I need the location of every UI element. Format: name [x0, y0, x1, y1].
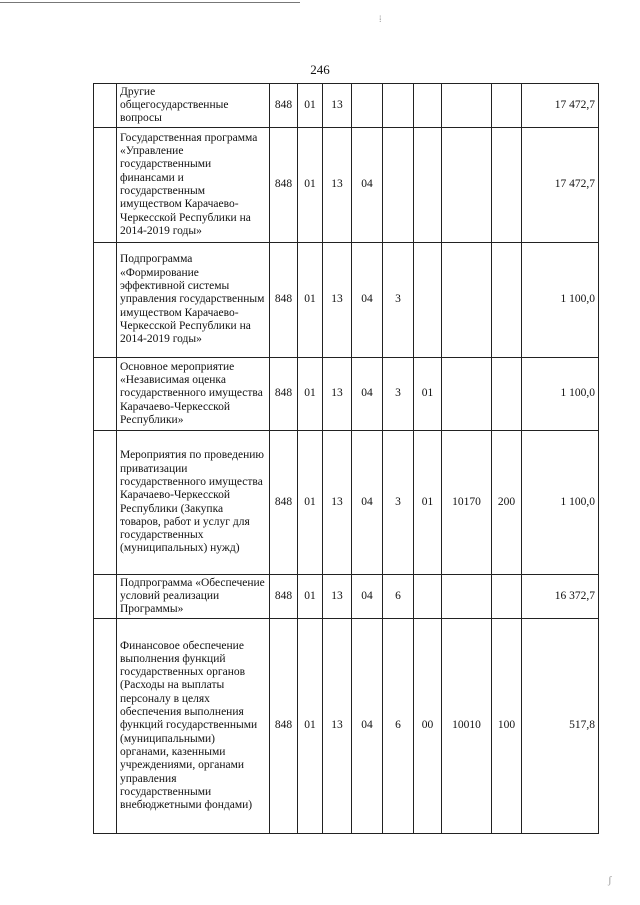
subsection-code: 13	[323, 575, 352, 619]
table-row	[94, 128, 599, 243]
program-code: 04	[352, 431, 383, 575]
ministry-code: 848	[270, 243, 298, 358]
program-code: 04	[352, 358, 383, 431]
ministry-code: 848	[270, 575, 298, 619]
ministry-code: 848	[270, 84, 298, 128]
blank-cell	[94, 575, 117, 619]
direction-code	[442, 575, 492, 619]
direction-code	[442, 128, 492, 243]
item-name: Подпрограмма «Формирование эффективной системы управления государственным имуществом Карачаево-Черкесской Республики на 2014-2019 годы»	[117, 243, 270, 358]
expense-type-code: 200	[492, 431, 522, 575]
expense-type-code	[492, 358, 522, 431]
amount: 1 100,0	[522, 243, 599, 358]
subsection-code: 13	[323, 619, 352, 834]
subsection-code: 13	[323, 431, 352, 575]
direction-code: 10170	[442, 431, 492, 575]
scan-border-line	[0, 2, 300, 3]
table-row	[94, 575, 599, 619]
table-row	[94, 84, 599, 128]
amount: 17 472,7	[522, 128, 599, 243]
program-code: 04	[352, 128, 383, 243]
section-code: 01	[298, 575, 323, 619]
ministry-code: 848	[270, 358, 298, 431]
amount: 1 100,0	[522, 431, 599, 575]
expense-type-code: 100	[492, 619, 522, 834]
item-name: Основное мероприятие «Независимая оценка государственного имущества Карачаево-Черкесской Республики»	[117, 358, 270, 431]
blank-cell	[94, 84, 117, 128]
blank-cell	[94, 358, 117, 431]
direction-code	[442, 84, 492, 128]
subprogram-code: 6	[383, 575, 414, 619]
event-code	[414, 128, 442, 243]
expense-type-code	[492, 243, 522, 358]
scan-mark: ʃ	[608, 874, 612, 886]
section-code: 01	[298, 243, 323, 358]
table-row	[94, 619, 599, 834]
ministry-code: 848	[270, 619, 298, 834]
page-number: 246	[310, 62, 330, 77]
blank-cell	[94, 431, 117, 575]
subprogram-code: 3	[383, 431, 414, 575]
subsection-code: 13	[323, 358, 352, 431]
event-code: 01	[414, 431, 442, 575]
section-code: 01	[298, 84, 323, 128]
expense-type-code	[492, 575, 522, 619]
event-code	[414, 243, 442, 358]
amount: 17 472,7	[522, 84, 599, 128]
ministry-code: 848	[270, 431, 298, 575]
program-code: 04	[352, 619, 383, 834]
subprogram-code	[383, 128, 414, 243]
item-name: Мероприятия по проведению приватизации государственного имущества Карачаево-Черкесской Республики (Закупка товаров, работ и услуг для государственных (муниципальных) нужд)	[117, 431, 270, 575]
event-code: 00	[414, 619, 442, 834]
expense-type-code	[492, 128, 522, 243]
direction-code: 10010	[442, 619, 492, 834]
scan-mark: ⁞	[379, 14, 382, 24]
subprogram-code: 3	[383, 243, 414, 358]
subprogram-code: 3	[383, 358, 414, 431]
subsection-code: 13	[323, 84, 352, 128]
blank-cell	[94, 619, 117, 834]
section-code: 01	[298, 619, 323, 834]
program-code: 04	[352, 575, 383, 619]
amount: 16 372,7	[522, 575, 599, 619]
item-name: Подпрограмма «Обеспечение условий реализации Программы»	[117, 575, 270, 619]
program-code: 04	[352, 243, 383, 358]
direction-code	[442, 243, 492, 358]
blank-cell	[94, 128, 117, 243]
amount: 1 100,0	[522, 358, 599, 431]
subprogram-code: 6	[383, 619, 414, 834]
item-name: Финансовое обеспечение выполнения функций государственных органов (Расходы на выплаты персоналу в целях обеспечения выполнения функций государственными (муниципальными) органами, казенными учреждениями, органами управления государственными внебюджетными фондами)	[117, 619, 270, 834]
section-code: 01	[298, 128, 323, 243]
event-code	[414, 575, 442, 619]
subsection-code: 13	[323, 243, 352, 358]
subprogram-code	[383, 84, 414, 128]
budget-table	[93, 83, 599, 834]
event-code	[414, 84, 442, 128]
event-code: 01	[414, 358, 442, 431]
direction-code	[442, 358, 492, 431]
table-row	[94, 431, 599, 575]
subsection-code: 13	[323, 128, 352, 243]
expense-type-code	[492, 84, 522, 128]
section-code: 01	[298, 431, 323, 575]
program-code	[352, 84, 383, 128]
table-row	[94, 243, 599, 358]
item-name: Другие общегосударственные вопросы	[117, 84, 270, 128]
ministry-code: 848	[270, 128, 298, 243]
blank-cell	[94, 243, 117, 358]
section-code: 01	[298, 358, 323, 431]
item-name: Государственная программа «Управление государственными финансами и государственным имуществом Карачаево-Черкесской Республики на 2014-2019 годы»	[117, 128, 270, 243]
table-row	[94, 358, 599, 431]
amount: 517,8	[522, 619, 599, 834]
